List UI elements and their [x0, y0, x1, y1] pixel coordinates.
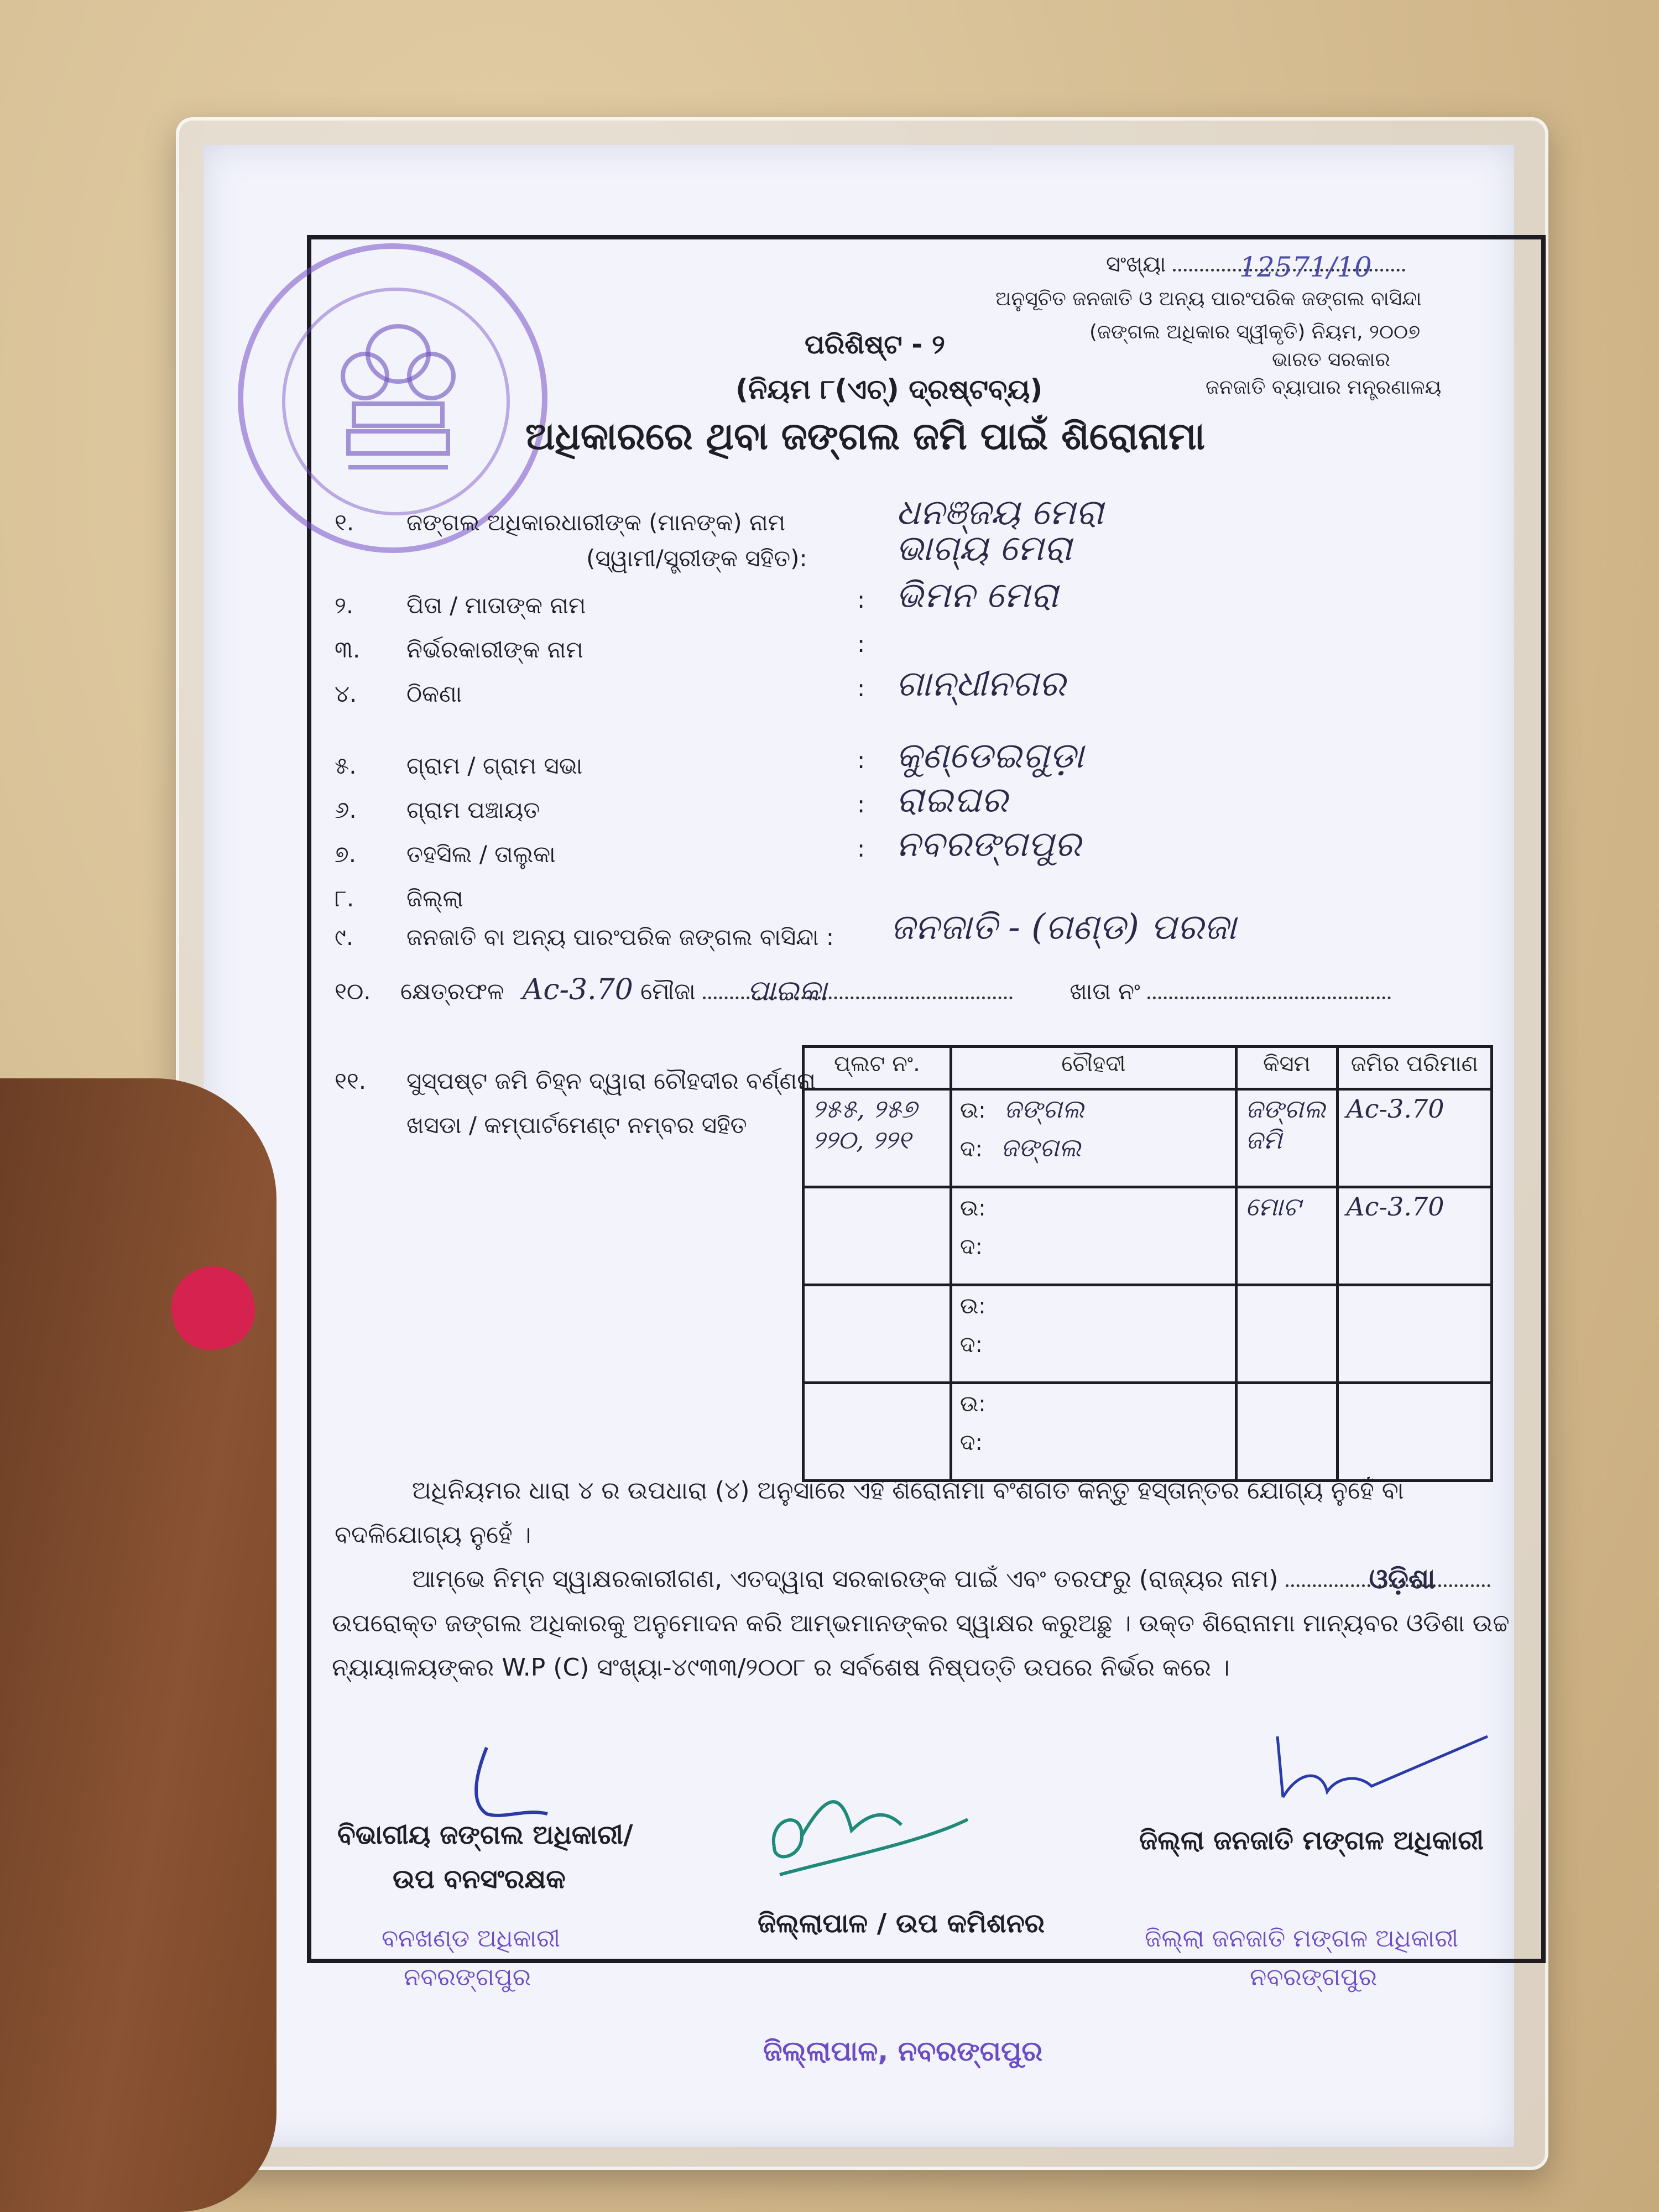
field-label: ତହସିଲ / ତାଲୁକା	[406, 841, 556, 868]
signature-left	[453, 1731, 564, 1830]
land-area-cell	[1337, 1383, 1491, 1481]
field-value: ଭାଗ୍ୟ ମେରା	[896, 528, 1072, 569]
field-label: ନିର୍ଭରକାରୀଙ୍କ ନାମ	[406, 636, 583, 663]
collector-title: ଜିଲ୍ଲାପାଳ / ଉପ କମିଶନର	[758, 1908, 1045, 1939]
south-label: ଦ:	[959, 1430, 983, 1455]
field-number: ୪.	[335, 680, 357, 707]
stamp-forest-officer: ବନଖଣ୍ଡ ଅଧିକାରୀ	[382, 1924, 561, 1953]
field-number: ୫.	[335, 752, 357, 779]
field-value: ଜନଜାତି - (ଗଣ୍ଡ) ପରଜା	[890, 907, 1237, 948]
col-boundary: ଚୌହଦୀ	[951, 1047, 1236, 1089]
stamp-welfare-officer-place: ନବରଙ୍ଗପୁର	[1250, 1963, 1378, 1991]
official-seal	[238, 243, 547, 553]
col-kisam: କିସମ	[1237, 1047, 1338, 1089]
boundary-cell	[951, 1089, 1236, 1187]
field-number: ୭.	[335, 841, 357, 868]
area-value: Ac-3.70	[522, 973, 633, 1006]
field-value: ରାଇଘର	[896, 780, 1008, 821]
south-label: ଦ:	[959, 1136, 983, 1162]
field-number: ୩.	[335, 636, 361, 663]
field-value: କୁଣ୍ଡେଇଗୁଡ଼ା	[896, 735, 1084, 776]
clause-paragraph-line2: ବଦଳିଯୋଗ୍ୟ ନୁହେଁ ।	[335, 1521, 531, 1549]
stamp-welfare-officer: ଜିଲ୍ଲା ଜନଜାତି ମଙ୍ଗଳ ଅଧିକାରୀ	[1145, 1924, 1459, 1953]
court-order-paragraph: ନ୍ୟାୟାଳୟଙ୍କର W.P (C) ସଂଖ୍ୟା-୪୯୩୩/୨୦୦୮ ର ସର୍ବଶେଷ ନିଷ୍ପତ୍ତି ଉପରେ ନିର୍ଭର କରେ ।	[332, 1653, 1230, 1682]
field-value: ନବରଙ୍ଗପୁର	[896, 824, 1081, 865]
clause-paragraph-line1: ଅଧିନିୟମର ଧାରା ୪ ର ଉପଧାରା (୪) ଅନୁସାରେ ଏହି ଶିରୋନାମା ବଂଶଗତ କିନ୍ତୁ ହସ୍ତାନ୍ତର ଯୋଗ୍ୟ ନୁହେଁ ବା	[412, 1477, 1404, 1505]
field-number: ୮.	[335, 885, 354, 912]
field-value: ଭିମନ ମେରା	[896, 575, 1058, 616]
serial-value: 12571/10	[1239, 251, 1372, 283]
south-label: ଦ:	[959, 1234, 983, 1260]
national-emblem-icon	[326, 315, 470, 481]
khasra-compartment-label: ଖସଡା / କମ୍ପାର୍ଟମେଣ୍ଟ ନମ୍ବର ସହିତ	[406, 1112, 747, 1139]
annexure-label: ପରିଶିଷ୍ଟ - ୨	[805, 329, 945, 360]
act-name-line2: (ଜଙ୍ଗଲ ଅଧିକାର ସ୍ୱୀକୃତି) ନିୟମ, ୨୦୦୭	[1089, 321, 1421, 343]
row11-number: ୧୧.	[335, 1067, 367, 1094]
boundary-cell	[951, 1187, 1236, 1285]
field-label: ଗ୍ରାମ / ଗ୍ରାମ ସଭା	[406, 752, 583, 779]
boundary-cell	[951, 1285, 1236, 1383]
table-row	[804, 1383, 1492, 1481]
mouza-value: ପାଇକା	[747, 974, 827, 1008]
north-label: ଉ:	[959, 1098, 986, 1123]
serial-number: ସଂଖ୍ୟା 12571/10	[1106, 252, 1405, 277]
state-name-value: ଓଡ଼ିଶା	[1369, 1562, 1436, 1595]
table-row	[804, 1187, 1492, 1285]
page-title: ଅଧିକାରରେ ଥିବା ଜଙ୍ଗଲ ଜମି ପାଇଁ ଶିରୋନାମା	[525, 415, 1205, 458]
district-welfare-officer-title: ଜିଲ୍ଲା ଜନଜାତି ମଙ୍ଗଳ ଅଧିକାରୀ	[1139, 1825, 1484, 1856]
stamp-forest-officer-place: ନବରଙ୍ଗପୁର	[404, 1963, 531, 1991]
state-paragraph: ଆମ୍ଭେ ନିମ୍ନ ସ୍ୱାକ୍ଷରକାରୀଗଣ, ଏତଦ୍ୱାରା ସରକାରଙ୍କ ପାଇଁ ଏବଂ ତରଫରୁ (ରାଜ୍ୟର ନାମ) ଓଡ଼ିଶା	[412, 1565, 1490, 1593]
field-number: ୧.	[335, 509, 354, 536]
field-number: ୬.	[335, 796, 357, 823]
table-row	[804, 1285, 1492, 1383]
kisam-cell: ଜଙ୍ଗଲ ଜମି	[1237, 1089, 1338, 1187]
field-label: ଗ୍ରାମ ପଞ୍ଚାୟତ	[406, 796, 540, 823]
field-label: ଜଙ୍ଗଲ ଅଧିକାରଧାରୀଙ୍କ (ମାନଙ୍କ) ନାମ	[406, 509, 786, 536]
col-plot-number: ପ୍ଲଟ ନଂ.	[804, 1047, 951, 1089]
kisam-cell	[1237, 1285, 1338, 1383]
land-area-cell: Ac-3.70	[1337, 1089, 1491, 1187]
signature-middle	[758, 1764, 979, 1886]
approval-paragraph: ଉପରୋକ୍ତ ଜଙ୍ଗଲ ଅଧିକାରକୁ ଅନୁମୋଦନ କରି ଆମ୍ଭମାନଙ୍କର ସ୍ୱାକ୍ଷର କରୁଅଛୁ । ଉକ୍ତ ଶିରୋନାମା ମାନ୍ୟବର ଓଡିଶା ଉଚ୍ଚ	[332, 1609, 1510, 1637]
plot-number-cell: ୨୫୫, ୨୫୭ ୨୨୦, ୨୨୧	[804, 1089, 951, 1187]
field-label: ପିତା / ମାତାଙ୍କ ନାମ	[406, 592, 586, 619]
field-value: ଗାନ୍ଧୀନଗର	[896, 664, 1066, 705]
land-area-cell	[1337, 1285, 1491, 1383]
south-value: ଜଙ୍ଗଲ	[1000, 1133, 1081, 1162]
north-label: ଉ:	[959, 1391, 986, 1417]
land-area-cell: Ac-3.70	[1337, 1187, 1491, 1285]
kisam-cell: ମୋଟ	[1237, 1187, 1338, 1285]
act-name-line1: ଅନୁସୂଚିତ ଜନଜାତି ଓ ଅନ୍ୟ ପାରଂପରିକ ଜଙ୍ଗଲ ବାସିନ୍ଦା	[995, 288, 1422, 310]
field-label: (ସ୍ୱାମୀ/ସ୍ତ୍ରୀଙ୍କ ସହିତ):	[586, 545, 807, 572]
boundary-cell	[951, 1383, 1236, 1481]
stamp-collector: ଜିଲ୍ଲାପାଳ, ନବରଙ୍ଗପୁର	[763, 2035, 1043, 2067]
signature-right	[1266, 1720, 1499, 1808]
rule-reference: (ନିୟମ ୮(ଏଚ୍) ଦ୍ରଷ୍ଟବ୍ୟ)	[735, 373, 1043, 405]
south-label: ଦ:	[959, 1332, 983, 1358]
north-value: ଜଙ୍ଗଲ	[1004, 1094, 1084, 1124]
holding-hand	[0, 1078, 276, 2212]
north-label: ଉ:	[959, 1196, 986, 1221]
field-number: ୨.	[335, 592, 354, 619]
ministry-name: ଜନଜାତି ବ୍ୟାପାର ମନ୍ତ୍ରଣାଳୟ	[1206, 376, 1442, 399]
field-value: ଧନଞ୍ଜୟ ମେରା	[896, 492, 1104, 533]
field-number: ୯.	[335, 924, 354, 951]
north-label: ଉ:	[959, 1293, 986, 1319]
divisional-forest-officer-title: ବିଭାଗୀୟ ଜଙ୍ଗଲ ଅଧିକାରୀ/	[337, 1819, 633, 1850]
plot-number-cell	[804, 1383, 951, 1481]
plot-number-cell	[804, 1285, 951, 1383]
area-row: ୧୦. କ୍ଷେତ୍ରଫଳ Ac-3.70 ମୌଜା ପାଇକା ଖାତା ନଂ	[335, 973, 1391, 1006]
field-label: ଠିକଣା	[406, 680, 462, 707]
boundary-description-label: ସୁସ୍ପଷ୍ଟ ଜମି ଚିହ୍ନ ଦ୍ୱାରା ଚୌହଦୀର ବର୍ଣ୍ଣନା	[406, 1067, 816, 1094]
table-row	[804, 1089, 1492, 1187]
field-label: ଜିଲ୍ଲା	[406, 885, 463, 912]
field-label: ଜନଜାତି ବା ଅନ୍ୟ ପାରଂପରିକ ଜଙ୍ଗଲ ବାସିନ୍ଦା :	[406, 924, 834, 951]
plot-number-cell	[804, 1187, 951, 1285]
land-details-table	[802, 1045, 1493, 1482]
government-name: ଭାରତ ସରକାର	[1272, 348, 1390, 371]
khata-number-field	[1147, 997, 1391, 999]
deputy-conservator-title: ଉପ ବନସଂରକ୍ଷକ	[393, 1864, 566, 1895]
kisam-cell	[1237, 1383, 1338, 1481]
col-land-area: ଜମିର ପରିମାଣ	[1337, 1047, 1491, 1089]
